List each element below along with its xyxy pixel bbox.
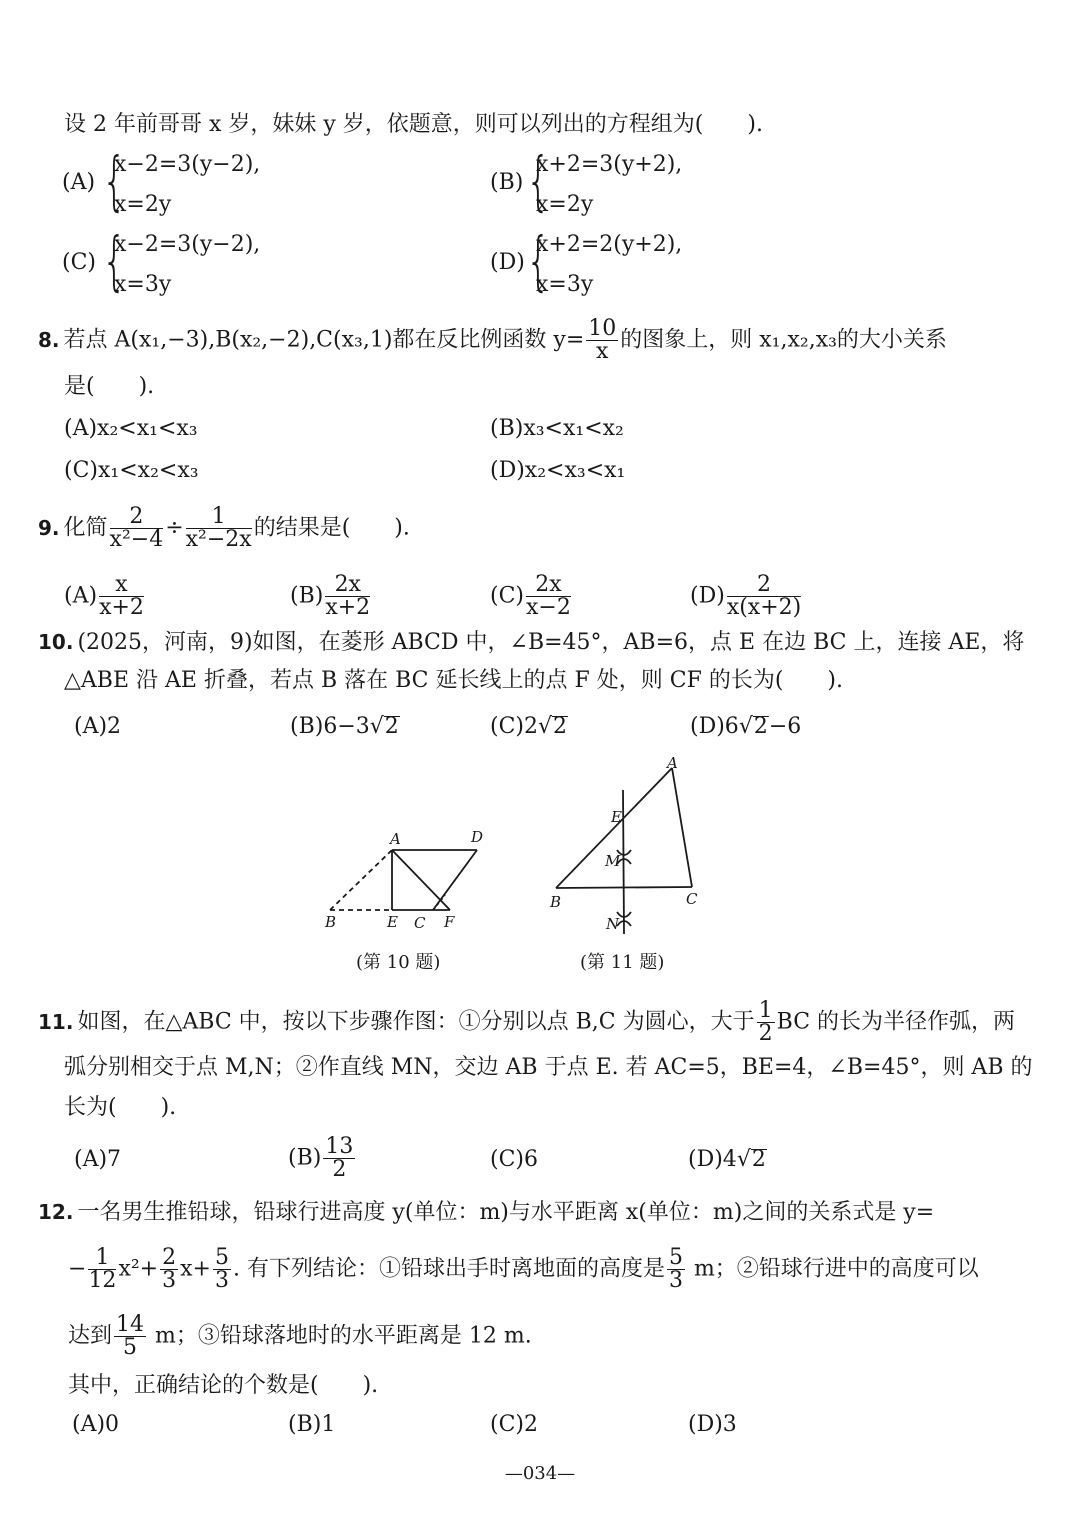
q9-option-c-fraction <box>526 574 571 619</box>
q7-option-b-brace: { <box>526 145 551 219</box>
q10-option-d-suffix: −6 <box>768 714 802 739</box>
q10-stem-text: (2025，河南，9)如图，在菱形 ABCD 中，∠B=45°，AB=6，点 E 在边 BC 上，连接 AE，将 <box>77 630 1025 655</box>
q9-fraction-1 <box>110 506 164 551</box>
fig11-label-m: M <box>605 852 621 870</box>
q11-option-b-fraction <box>323 1136 355 1181</box>
q9-fraction-1-num: 2 <box>110 506 164 529</box>
q12-frac-3-num: 5 <box>214 1245 229 1270</box>
q9-stem-pre: 化简 <box>63 515 108 541</box>
q9-fraction-2-den: x²−2x <box>185 527 252 552</box>
q9-option-c-den: x−2 <box>526 595 571 620</box>
q9-option-b-fraction <box>325 574 370 619</box>
q10-option-b-text: (B)6−3 <box>290 714 370 739</box>
q10-option-c-text: (C)2 <box>490 714 538 739</box>
fig10-label-e: E <box>387 913 398 931</box>
fig10-label-c: C <box>414 914 426 932</box>
q9-stem <box>38 506 410 551</box>
q7-option-d-brace: { <box>526 225 551 299</box>
q7-option-b-eq2: x=2y <box>536 192 594 217</box>
q9-option-b-num: 2x <box>325 574 370 597</box>
q7-option-a-eq1: x−2=3(y−2), <box>114 152 261 177</box>
fig11-label-b: B <box>550 893 562 911</box>
q12-frac-1-den: 12 <box>88 1268 117 1293</box>
q11-fraction-den: 2 <box>758 1021 773 1046</box>
q12-option-c: (C)2 <box>490 1412 538 1437</box>
q11-option-b-num: 13 <box>325 1134 354 1159</box>
q11-fraction-num: 1 <box>758 998 773 1023</box>
q9-option-d-den: x(x+2) <box>726 595 802 620</box>
q11-option-b-label: (B) <box>288 1145 322 1171</box>
q12-number: 12. <box>38 1200 74 1224</box>
q9-option-a-num: x <box>99 574 144 597</box>
q12-stem-line2 <box>68 1247 979 1292</box>
q9-option-d-fraction <box>727 574 801 619</box>
q12-conclusion-2: m；②铅球行进中的高度可以 <box>686 1256 979 1282</box>
figure-10-diagram <box>330 850 477 910</box>
fig11-line-mn <box>623 790 624 934</box>
q8-option-c: (C)x₁<x₂<x₃ <box>64 458 199 483</box>
q11-option-b <box>288 1136 357 1181</box>
q9-option-b-label: (B) <box>290 583 324 609</box>
q12-frac-4-den: 3 <box>668 1268 683 1293</box>
fig11-label-c: C <box>686 890 698 908</box>
q11-stem-line3: 长为( ). <box>64 1095 177 1120</box>
q9-stem-post: 的结果是( ). <box>253 515 410 541</box>
q12-reach: 达到 <box>68 1323 113 1349</box>
q7-option-c-brace: { <box>102 225 127 299</box>
q11-stem-post: BC 的长为半径作弧，两 <box>776 1009 1016 1035</box>
q8-stem-pre: 若点 A(x₁,−3),B(x₂,−2),C(x₃,1)都在反比例函数 y= <box>63 327 585 353</box>
q9-option-c-num: 2x <box>526 574 571 597</box>
fig10-line-dc <box>433 850 477 910</box>
fig11-line-ac <box>672 768 692 887</box>
q12-option-a: (A)0 <box>72 1412 120 1437</box>
q12-frac-4 <box>667 1247 685 1292</box>
q9-option-b-den: x+2 <box>325 595 371 620</box>
figures <box>0 750 1080 1010</box>
q11-stem-line1 <box>38 1000 1015 1045</box>
q12-stem-line1 <box>38 1197 934 1228</box>
q7-option-c-label: (C) <box>62 250 96 275</box>
q9-option-a-label: (A) <box>64 583 98 609</box>
fig11-label-e: E <box>611 808 622 826</box>
q12-frac-5-num: 14 <box>116 1312 145 1337</box>
q12-stem-text: 一名男生推铅球，铅球行进高度 y(单位：m)与水平距离 x(单位：m)之间的关系式是 y= <box>77 1200 935 1225</box>
fig10-line-ba <box>330 850 392 910</box>
q12-conclusion-1: . 有下列结论：①铅球出手时离地面的高度是 <box>232 1256 665 1282</box>
figure-10-labels <box>324 828 483 932</box>
q11-option-c: (C)6 <box>490 1147 538 1172</box>
q10-option-d-radicand: 2 <box>753 714 768 739</box>
q9-fraction-2 <box>186 506 252 551</box>
fig11-label-a: A <box>667 754 678 772</box>
q8-fraction <box>586 318 618 363</box>
q12-term-b: x²+ <box>118 1256 159 1282</box>
q7-option-a-eq2: x=2y <box>114 192 172 217</box>
q12-option-d: (D)3 <box>688 1412 737 1437</box>
fig10-label-a: A <box>390 830 401 848</box>
q11-option-a: (A)7 <box>74 1147 122 1172</box>
q9-option-a-fraction <box>99 574 144 619</box>
q10-option-d-text: (D)6 <box>690 714 739 739</box>
q8-stem-post: 的图象上，则 x₁,x₂,x₃的大小关系 <box>620 327 947 353</box>
q12-frac-2-den: 3 <box>162 1268 177 1293</box>
q9-divide-sign: ÷ <box>165 515 184 541</box>
q9-option-c-label: (C) <box>490 583 524 609</box>
fig10-label-b: B <box>325 913 337 931</box>
q7-option-a-label: (A) <box>62 170 96 195</box>
q10-option-c-radicand: 2 <box>553 714 568 739</box>
q8-stem <box>38 318 947 363</box>
q12-frac-4-num: 5 <box>668 1245 683 1270</box>
q8-number: 8. <box>38 327 60 352</box>
fig10-label-f: F <box>444 913 455 931</box>
q9-fraction-2-num: 1 <box>186 506 252 529</box>
q7-option-c-eq2: x=3y <box>114 272 172 297</box>
q9-option-d-num: 2 <box>727 574 801 597</box>
q8-stem-line2: 是( ). <box>64 374 155 399</box>
q12-stem-line4: 其中，正确结论的个数是( ). <box>68 1373 379 1398</box>
figure-11-diagram <box>556 768 692 934</box>
q7-option-b-label: (B) <box>490 170 524 195</box>
q7-option-d-label: (D) <box>490 250 525 275</box>
q9-option-c <box>490 574 573 619</box>
q12-option-b: (B)1 <box>288 1412 336 1437</box>
q9-option-d-label: (D) <box>690 583 725 609</box>
page-number: —034— <box>504 1463 576 1484</box>
q10-stem-line1 <box>38 627 1024 658</box>
q11-number: 11. <box>38 1009 74 1034</box>
fig10-label-d: D <box>471 828 484 846</box>
q9-fraction-1-den: x²−4 <box>109 527 164 552</box>
q12-frac-3 <box>213 1247 231 1292</box>
q8-option-a: (A)x₂<x₁<x₃ <box>64 416 198 441</box>
q8-fraction-num: 10 <box>588 316 617 341</box>
q10-stem-line2: △ABE 沿 AE 折叠，若点 B 落在 BC 延长线上的点 F 处，则 CF 的长为( ). <box>64 668 844 693</box>
q10-option-d: (D)6√2−6 <box>690 714 802 739</box>
fig11-label-n: N <box>606 915 620 933</box>
q9-option-b <box>290 574 372 619</box>
q8-option-b: (B)x₃<x₁<x₂ <box>490 416 624 441</box>
q12-term-c: x+ <box>180 1256 211 1282</box>
q9-option-d <box>690 574 803 619</box>
q11-stem-line2: 弧分别相交于点 M,N；②作直线 MN，交边 AB 于点 E. 若 AC=5，BE=4，∠B=45°，则 AB 的 <box>64 1055 1033 1080</box>
q11-option-d-text: (D)4 <box>688 1147 737 1172</box>
q7-option-c-eq1: x−2=3(y−2), <box>114 232 261 257</box>
q7-option-a-brace: { <box>102 145 127 219</box>
q10-number: 10. <box>38 630 74 654</box>
q9-option-a-den: x+2 <box>99 595 144 620</box>
q12-frac-1 <box>88 1247 116 1292</box>
q8-fraction-den: x <box>596 339 609 364</box>
q12-frac-1-num: 1 <box>88 1247 116 1270</box>
q10-option-b-radicand: 2 <box>384 714 399 739</box>
q11-fraction <box>757 1000 775 1045</box>
q9-number: 9. <box>38 515 60 540</box>
q7-option-d-eq1: x+2=2(y+2), <box>536 232 683 257</box>
q12-conclusion-3: m；③铅球落地时的水平距离是 12 m. <box>148 1323 532 1349</box>
q9-option-a <box>64 574 146 619</box>
q11-option-d: (D)4√2 <box>688 1147 766 1172</box>
q7-option-d-eq2: x=3y <box>536 272 594 297</box>
q12-frac-5-den: 5 <box>123 1335 138 1360</box>
q11-option-b-den: 2 <box>332 1157 347 1182</box>
q12-stem-line3 <box>68 1314 532 1359</box>
fig11-caption: (第 11 题) <box>580 952 665 973</box>
fig11-line-ba <box>556 768 672 888</box>
q11-stem-pre: 如图，在△ABC 中，按以下步骤作图：①分别以点 B,C 为圆心，大于 <box>77 1009 755 1035</box>
q7-option-b-eq1: x+2=3(y+2), <box>536 152 683 177</box>
q12-minus: − <box>68 1256 87 1282</box>
q11-option-d-radicand: 2 <box>751 1147 766 1172</box>
q12-frac-2-num: 2 <box>162 1245 177 1270</box>
q12-frac-3-den: 3 <box>214 1268 229 1293</box>
q10-option-c: (C)2√2 <box>490 714 568 739</box>
q10-option-b: (B)6−3√2 <box>290 714 399 739</box>
q8-option-d: (D)x₂<x₃<x₁ <box>490 458 626 483</box>
q10-option-a: (A)2 <box>74 714 122 739</box>
q12-frac-5 <box>114 1314 146 1359</box>
q12-frac-2 <box>160 1247 178 1292</box>
fig10-caption: (第 10 题) <box>356 952 441 973</box>
q7-stem: 设 2 年前哥哥 x 岁，妹妹 y 岁，依题意，则可以列出的方程组为( ). <box>64 112 763 137</box>
